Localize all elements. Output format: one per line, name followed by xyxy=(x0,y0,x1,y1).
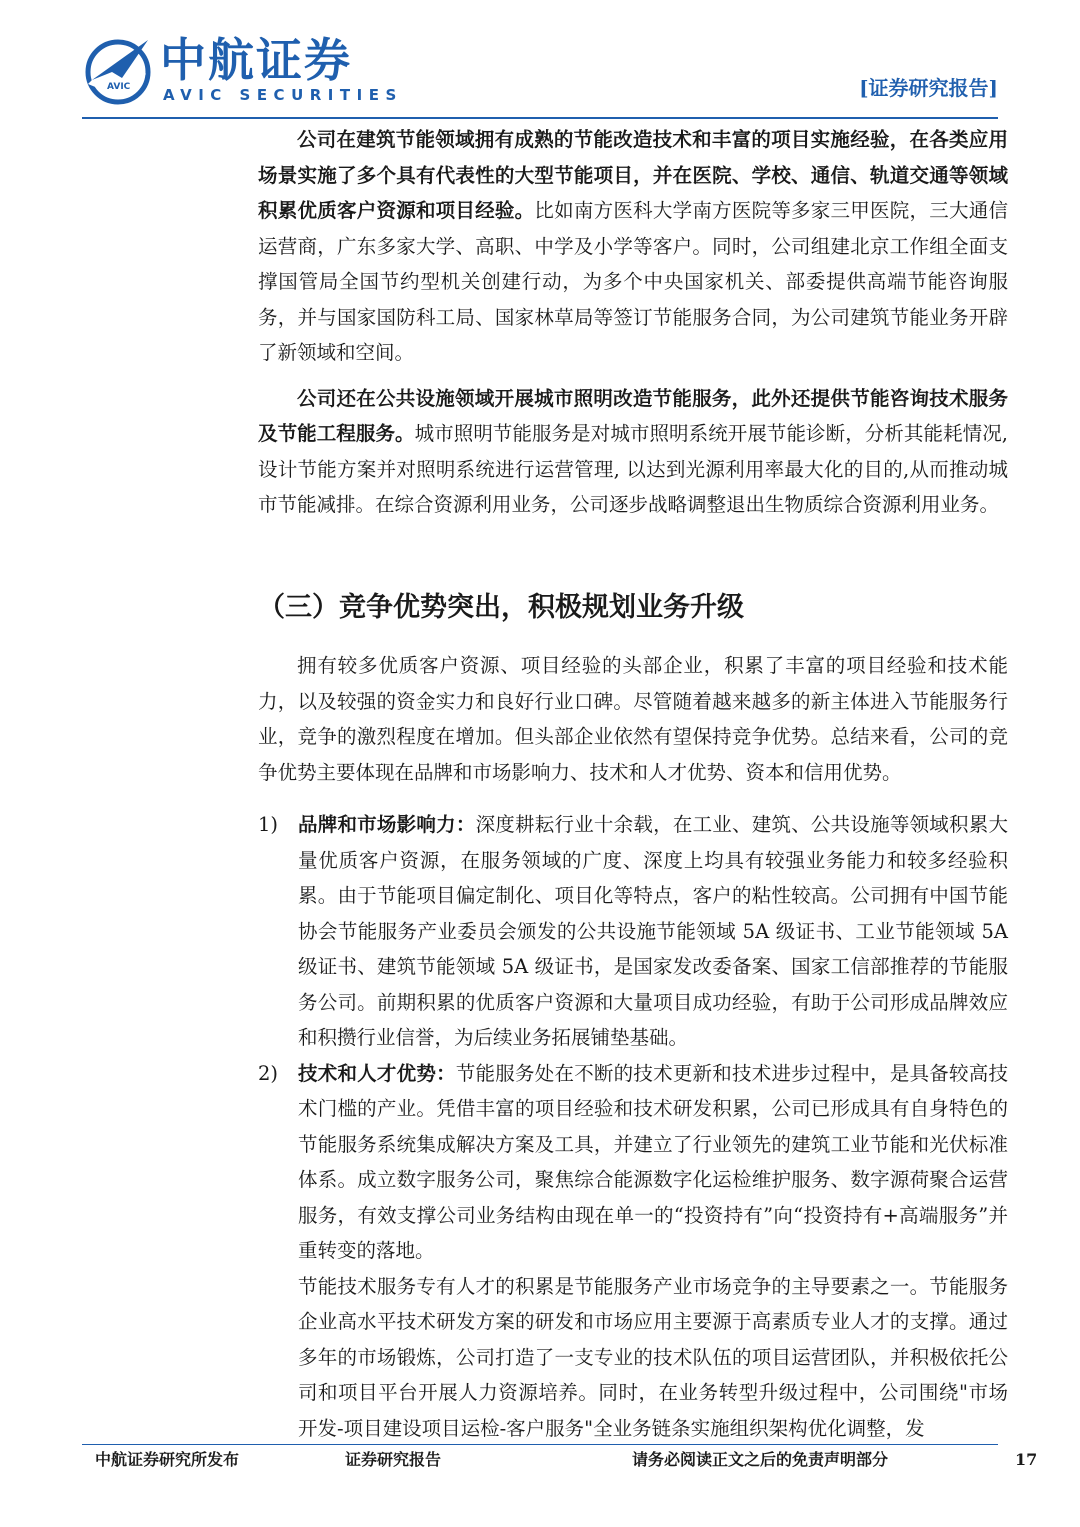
report-type-tag: [证券研究报告] xyxy=(859,76,998,100)
list-item-text: 节能服务处在不断的技术更新和技术进步过程中，是具备较高技术门槛的产业。凭借丰富的项目经验和技术研发积累，公司已形成具有自身特色的节能服务系统集成解决方案及工具，并建立了行业领先的建筑工业节能和光伏标准体系。成立数字服务公司，聚焦综合能源数字化运检维护服务、数字源荷聚合运营服务，有效支撑公司业务结构由现在单一的“投资持有”向“投资持有+高端服务”并重转变的落地。 xyxy=(298,1061,1008,1262)
header-divider xyxy=(82,117,998,119)
footer-publisher: 中航证券研究所发布 xyxy=(95,1450,240,1469)
list-item-text: 深度耕耘行业十余载，在工业、建筑、公共设施等领域积累大量优质客户资源，在服务领域的广度、深度上均具有较强业务能力和较多经验积累。由于节能项目偏定制化、项目化等特点，客户的粘性较高。公司拥有中国节能协会节能服务产业委员会颁发的公共设施节能领域 5A 级证书、工业节能领域 5A 级证书、建筑节能领域 5A 级证书，是国家发改委备案、国家工信部推荐的节能服务公司。前期积累的优质客户资源和大量项目成功经验，有助于公司形成品牌效应和积攒行业信誉，为后续业务拓展铺垫基础。 xyxy=(298,813,1008,1049)
paragraph-text: 比如南方医科大学南方医院等多家三甲医院，三大通信运营商，广东多家大学、高职、中学及小学等客户。同时，公司组建北京工作组全面支撑国管局全国节约型机关创建行动，为多个中央国家机关、部委提供高端节能咨询服务，并与国家国防科工局、国家林草局等签订节能服务合同，为公司建筑节能业务开辟了新领域和空间。 xyxy=(258,199,1008,364)
footer-divider xyxy=(82,1444,998,1445)
paragraph-bold-lead: 公司还在公共设施领域开展城市照明改造节能服务，此外还提供节能咨询技术服务及节能工程服务。 xyxy=(258,386,1008,445)
list-item xyxy=(258,1056,1008,1269)
section-intro: 拥有较多优质客户资源、项目经验的头部企业，积累了丰富的项目经验和技术能力，以及较强的资金实力和良好行业口碑。尽管随着越来越多的新主体进入节能服务行业，竞争的激烈程度在增加。但头部企业依然有望保持竞争优势。总结来看，公司的竞争优势主要体现在品牌和市场影响力、技术和人才优势、资本和信用优势。 xyxy=(258,654,1008,784)
body-top xyxy=(258,122,1008,523)
list-number: 2) xyxy=(258,1061,279,1085)
list-item xyxy=(258,807,1008,1056)
list-number: 1) xyxy=(258,813,279,836)
list-item-heading: 技术和人才优势： xyxy=(298,1061,456,1085)
paragraph-building-energy xyxy=(258,122,1008,371)
list-continuation xyxy=(258,1269,1008,1447)
page-footer xyxy=(0,1430,1080,1490)
avic-plane-logo-icon xyxy=(82,34,154,106)
paragraph-public-facilities xyxy=(258,381,1008,523)
footer-report-type: 证券研究报告 xyxy=(345,1450,442,1469)
paragraph-bold-lead: 公司在建筑节能领域拥有成熟的节能改造技术和丰富的项目实施经验，在各类应用场景实施了多个具有代表性的大型节能项目，并在医院、学校、通信、轨道交通等领域积累优质客户资源和项目经验。 xyxy=(258,128,1008,222)
page-header xyxy=(0,0,1080,120)
logo-text: AVIC xyxy=(107,82,131,92)
brand-name-cn: 中航证券 xyxy=(160,33,352,87)
page-number: 17 xyxy=(1015,1450,1038,1469)
section-title: （三）竞争优势突出，积极规划业务升级 xyxy=(258,592,744,623)
footer-disclaimer-note: 请务必阅读正文之后的免责声明部分 xyxy=(632,1450,889,1469)
advantage-list xyxy=(258,807,1008,1446)
body-section-three xyxy=(258,648,1008,1446)
talent-paragraph: 节能技术服务专有人才的积累是节能服务产业市场竞争的主导要素之一。节能服务企业高水平技术研发方案的研发和市场应用主要源于高素质专业人才的支撑。通过多年的市场锻炼，公司打造了一支专业的技术队伍的项目运营团队，并积极依托公司和项目平台开展人力资源培养。同时，在业务转型升级过程中，公司围绕"市场开发-项目建设项目运检-客户服务"全业务链条实施组织架构优化调整，发 xyxy=(298,1274,1008,1440)
list-item-heading: 品牌和市场影响力： xyxy=(298,813,476,836)
paragraph-text: 城市照明节能服务是对城市照明系统开展节能诊断，分析其能耗情况,设计节能方案并对照明系统进行运营管理, 以达到光源利用率最大化的目的,从而推动城市节能减排。在综合资源利用业务，公司逐步战略调整退出生物质综合资源利用业务。 xyxy=(258,422,1008,516)
brand-name-en: AVIC SECURITIES xyxy=(163,86,403,104)
